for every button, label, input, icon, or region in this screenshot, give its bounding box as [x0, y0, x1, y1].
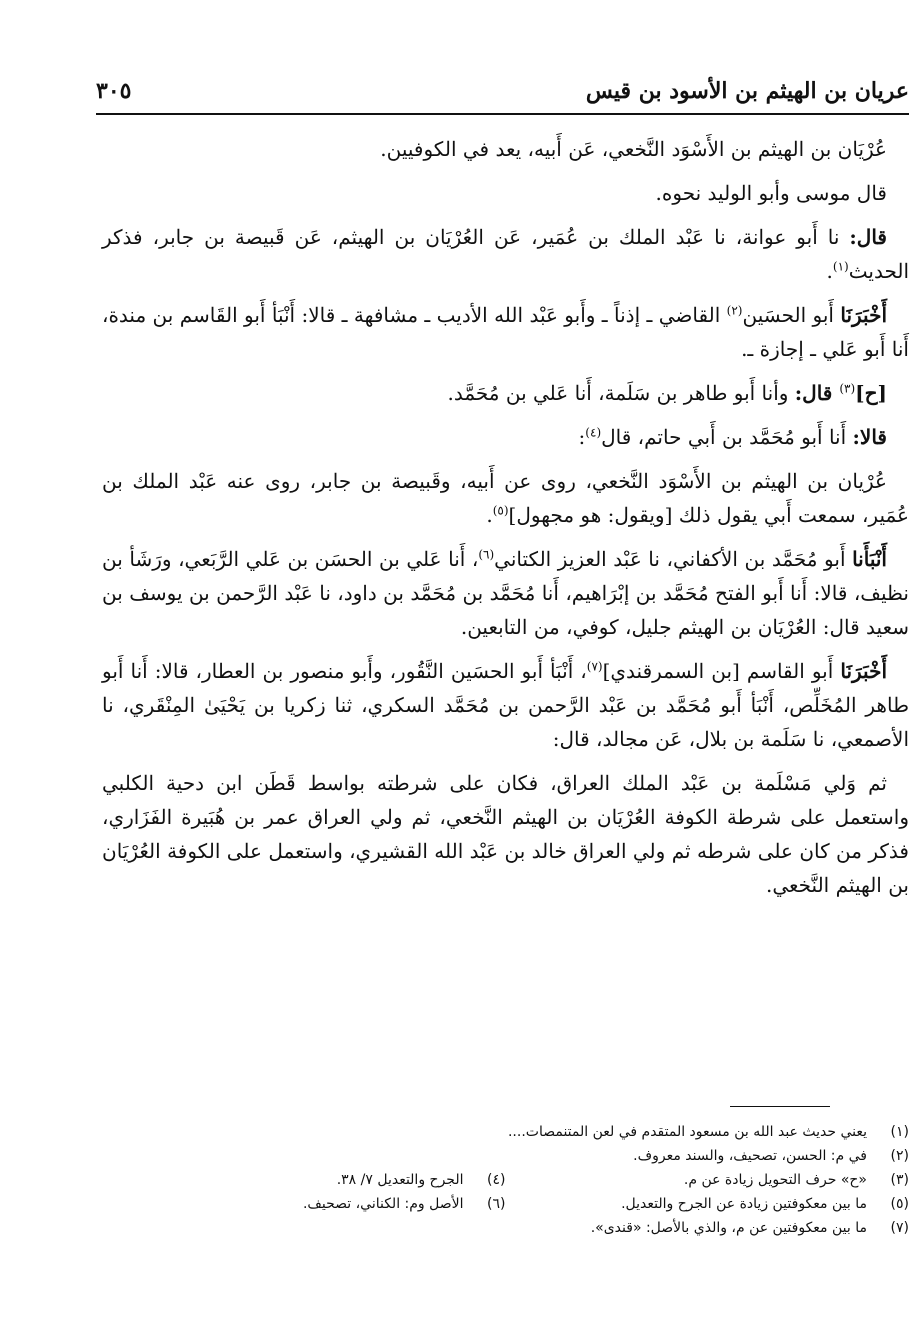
- footnote-number: (٤): [487, 1172, 506, 1188]
- paragraph-text: قال موسى وأبو الوليد نحوه.: [655, 181, 887, 205]
- main-text: [102, 132, 909, 912]
- footnote-text: يعني حديث عبد الله بن مسعود المتقدم في لعن المتنمصات....: [507, 1124, 867, 1140]
- paragraph-text: عُرْيان بن الهيثم بن الأَسْوَد النَّخعي، روى عن أَبيه، وقَبيصة بن جابر، روى عنه عَبْد الملك بن عُمَير، سمعت أَبي يقول ذلك [ويقول: هو مجهول]: [102, 469, 909, 527]
- paragraph-5: [102, 376, 909, 410]
- footnote-number: (٦): [487, 1196, 506, 1212]
- paragraph-9: [102, 654, 909, 756]
- footnote-number: (١): [890, 1124, 909, 1140]
- keyword-akhbarana: أَخْبَرَنَا: [840, 659, 887, 683]
- footnote-6: [102, 1192, 506, 1216]
- paragraph-text: أَبو الحسَين: [742, 303, 841, 327]
- footnote-row: [102, 1192, 909, 1216]
- footnote-number: (٥): [890, 1196, 909, 1212]
- keyword-ha: [ح]: [855, 381, 887, 405]
- footnote-number: (٧): [890, 1220, 909, 1236]
- paragraph-text: نا أَبو عوانة، نا عَبْد الملك بن عُمَير، عَن العُرْيَان بن الهيثم، عَن قَبيصة بن جابر، فذكر الحديث: [102, 225, 909, 283]
- footnote-text: ما بين معكوفتين زيادة عن الجرح والتعديل.: [621, 1196, 867, 1212]
- paragraph-tail: .: [826, 259, 833, 283]
- paragraph-7: [102, 464, 909, 532]
- footnote-ref-2: (٢): [726, 303, 743, 318]
- paragraph-text: أَنا أَبو مُحَمَّد بن أَبي حاتم، قال: [601, 425, 853, 449]
- footnote-ref-5: (٥): [492, 503, 509, 518]
- footnote-1: [102, 1120, 909, 1144]
- header-title: عريان بن الهيثم بن الأسود بن قيس: [585, 78, 909, 104]
- footnote-5: [506, 1192, 910, 1216]
- paragraph-tail: .: [486, 503, 493, 527]
- footnote-rule: [730, 1106, 830, 1107]
- paragraph-text: عُرْيَان بن الهيثم بن الأَسْوَد النَّخعي، عَن أَبيه، يعد في الكوفيين.: [380, 137, 887, 161]
- paragraph-8: [102, 542, 909, 644]
- paragraph-tail: القاضي ـ إذناً ـ وأَبو عَبْد الله الأديب ـ مشافهة ـ قالا: أَنْبَأ أَبو القَاسم بن مندة، أَنا أَبو عَلي ـ إجازة ـ.: [102, 303, 909, 361]
- footnotes: [102, 1120, 909, 1240]
- footnote-ref-6: (٦): [478, 547, 495, 562]
- keyword-qal: قال:: [794, 381, 840, 405]
- paragraph-text: أَبو مُحَمَّد بن الأكفاني، نا عَبْد العزيز الكتاني: [494, 547, 853, 571]
- footnote-4: [102, 1168, 506, 1192]
- footnote-row: [102, 1168, 909, 1192]
- footnote-text: الجرح والتعديل ٧/ ٣٨.: [336, 1172, 464, 1188]
- footnote-text: الأصل وم: الكناني، تصحيف.: [302, 1196, 464, 1212]
- footnote-text: «ح» حرف التحويل زيادة عن م.: [683, 1172, 867, 1188]
- footnote-text: ما بين معكوفتين عن م، والذي بالأصل: «قندى».: [590, 1220, 867, 1236]
- footnote-ref-3: (٣): [839, 381, 856, 396]
- footnote-ref-1: (١): [832, 259, 849, 274]
- paragraph-4: [102, 298, 909, 366]
- paragraph-text: أَبو القاسم [بن السمرقندي]: [602, 659, 841, 683]
- page-number: ٣٠٥: [96, 78, 132, 104]
- paragraph-tail: :: [578, 425, 586, 449]
- keyword-anbaana: أَنْبَأَنا: [852, 547, 887, 571]
- keyword-qal: قال:: [849, 225, 887, 249]
- footnote-3: [506, 1168, 910, 1192]
- paragraph-text: ثم وَلي مَسْلَمة بن عَبْد الملك العراق، فكان على شرطته بواسط قَطَن ابن دحية الكلبي واستعمل على شرطة الكوفة العُرْيَان بن الهيثم النَّخعي، ثم ولي العراق عمر بن هُبَيرة الفَزَاري، فذكر من كان على شرطه ثم ولي العراق خالد بن عَبْد الله القشيري، واستعمل على الكوفة العُرْيَان بن الهيثم النَّخعي.: [102, 771, 909, 897]
- footnote-ref-7: (٧): [586, 659, 603, 674]
- paragraph-3: [102, 220, 909, 288]
- footnote-number: (٣): [890, 1172, 909, 1188]
- paragraph-10: [102, 766, 909, 902]
- footnote-number: (٢): [890, 1148, 909, 1164]
- running-header: [96, 72, 909, 112]
- paragraph-tail: ، أَنْبَأ أَبو الحسَين النَّقُور، وأَبو منصور بن العطار، قالا: أَنا أَبو طاهر المُخَلِّص، أَنْبَأ أَبو مُحَمَّد بن عَبْد الرَّحمن بن مُحَمَّد السكري، ثنا زكريا بن يَحْيَىٰ المِنْقَري، نا الأصمعي، نا سَلَمة بن بلال، عَن مجالد، قال:: [102, 659, 909, 751]
- footnote-ref-4: (٤): [585, 425, 602, 440]
- footnote-text: في م: الحسن، تصحيف، والسند معروف.: [633, 1148, 867, 1164]
- paragraph-1: [102, 132, 909, 166]
- paragraph-2: [102, 176, 909, 210]
- footnote-7: [102, 1216, 909, 1240]
- footnote-2: [102, 1144, 909, 1168]
- paragraph-6: [102, 420, 909, 454]
- paragraph-text: وأنا أَبو طاهر بن سَلَمة، أَنا عَلي بن مُحَمَّد.: [447, 381, 795, 405]
- keyword-akhbarana: أَخْبَرَنَا: [840, 303, 887, 327]
- paragraph-tail: ، أَنا عَلي بن الحسَن بن عَلي الرَّبَعي، ورَشَأ بن نظيف، قالا: أَنا أَبو الفتح مُحَمَّد بن إبْرَاهيم، أَنا مُحَمَّد بن مُحَمَّد بن داود، نا عَبْد الرَّحمن بن يوسف بن سعيد قال: العُرْيَان بن الهيثم جليل، كوفي، من التابعين.: [102, 547, 909, 639]
- header-rule: [96, 113, 909, 115]
- keyword-qala: قالا:: [852, 425, 887, 449]
